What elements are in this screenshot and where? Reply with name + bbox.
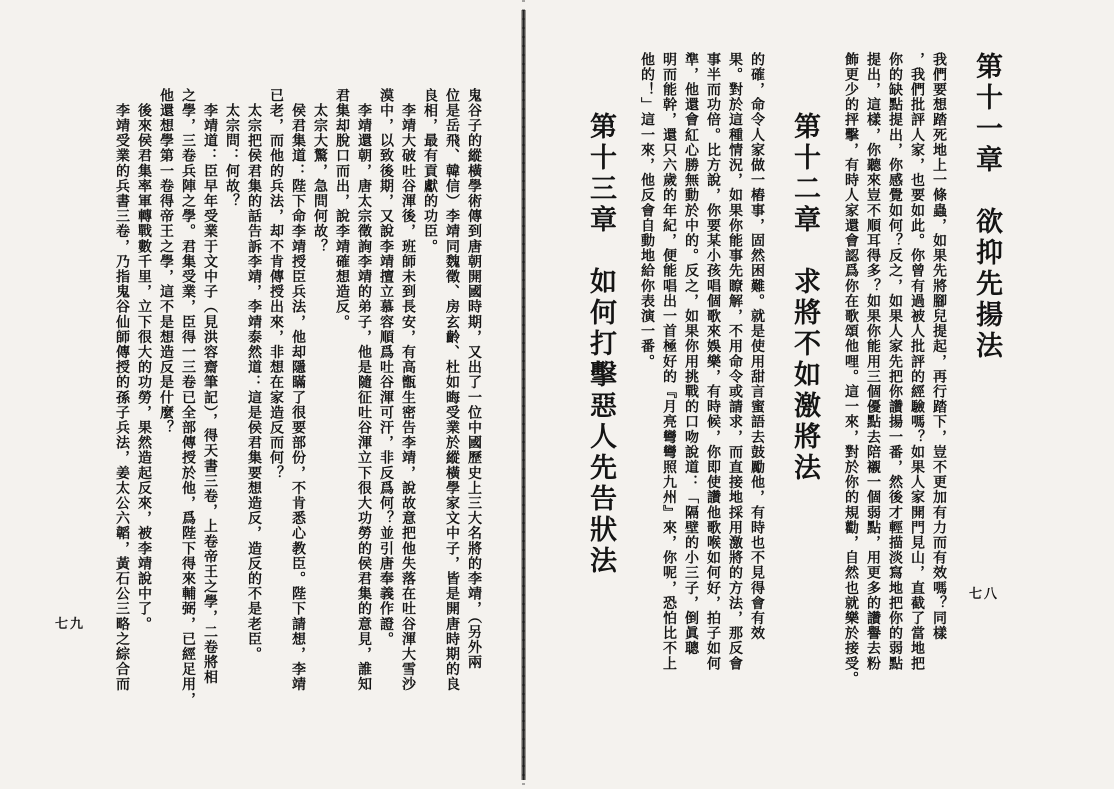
- right-page-text: [564, 52, 1004, 686]
- chapter-11-title: 第十一章 欲抑先揚法: [971, 52, 1002, 362]
- text-line: 李靖道：臣早年受業于文中子（見洪容齋筆記），得天書三卷，上卷帝王之學，二卷將相: [202, 88, 218, 685]
- text-line: 你的缺點提出，你感覺如何？反之，如果人家先把你讚揚一番，然後才輕描淡寫地把你的弱點: [887, 52, 903, 672]
- text-line: 侯君集道：陛下命李靖授臣兵法，他却隱瞞了很要部份，不肯悉心教臣。陛下請想，李靖: [290, 88, 306, 692]
- spacer: [564, 52, 582, 686]
- text-line: 事半而功倍。比方說，你要某小孩唱個歌來娛樂，有時候，你即使讚他歌喉如何好，拍子如何: [705, 52, 721, 672]
- text-line: 準，他還會紅心勝無動於中的。反之，如果你用挑戰的口吻說道：「隔壁的小三子，倒眞聰: [683, 52, 699, 656]
- text-line: 鬼谷子的縱橫學術傳到唐朝開國時期，又出了一位中國歷史上三大名將的李靖，（另外兩: [466, 88, 482, 670]
- text-line: 明而能幹，還只六歲的年紀，便能唱出一首極好的『月亮彎彎照九州』來，你呢，恐怕比不上: [661, 52, 677, 672]
- left-page-number: 七九: [55, 617, 86, 632]
- left-page: [0, 0, 525, 789]
- text-line: 飾更少的抨擊，有時人家還會認爲你在歌頌他哩。這一來，對於你的規勸，自然也就樂於接受。: [843, 52, 859, 687]
- text-line: 我們要想踏死地上一條蟲，如果先將腳兒提起，再行踏下，豈不更加有力而有效嗎？同樣: [931, 52, 947, 641]
- text-line: 太宗問：何故？: [224, 88, 240, 209]
- text-line: 良相，最有貢獻的功臣。: [422, 88, 438, 255]
- right-page: [525, 0, 1114, 789]
- text-line: 之學，三卷兵陣之學。君集受業，臣得一三卷已全部傳授於他，爲陛下得來輔弼，已經足用，: [180, 88, 196, 708]
- text-line: 漠中，以致後期，又說李靖擅立慕容順爲吐谷渾可汗，非反爲何？並引唐奉義作證。: [378, 88, 394, 647]
- chapter-title: 第十三章 如何打擊惡人先告狀法: [585, 112, 616, 577]
- text-line: 太宗把侯君集的話告訴李靖，李靖泰然道：這是侯君集要想造反，造反的不是老臣。: [246, 88, 262, 662]
- text-line: 李靖大破吐谷渾後，班師未到長安，有高甑生密告李靖，說故意把他失落在吐谷渾大雪沙: [400, 88, 416, 692]
- text-line: 太宗大驚，急問何故？: [312, 88, 328, 255]
- spacer: [822, 52, 840, 686]
- text-line: 的確，命令人家做一樁事，固然困難。就是使用甜言蜜語去鼓勵他，有時也不見得會有效: [749, 52, 765, 641]
- text-line: 已老，而他的兵法，却不肯傳授出來，非想在家造反而何？: [268, 88, 284, 481]
- spacer: [950, 52, 968, 686]
- text-line: 提出，這樣，你聽來豈不順耳得多？如果你能用三個優點去陪襯一個弱點，用更多的讚譽去粉: [865, 52, 881, 672]
- text-line: 他的！」這一來，他反會自動地給你表演一番。: [639, 52, 655, 370]
- text-line: 君集却脫口而出，說李靖確想造反。: [334, 88, 350, 330]
- text-line: 後來侯君集率軍轉戰數千里，立下很大的功勞，果然造起反來，被李靖說中了。: [136, 88, 152, 632]
- text-line: 他還想學第一卷得帝王之學，這不是想造反是什麼？: [158, 88, 174, 436]
- text-line: ，我們批評人家，也要如此。你曾有過被人批評的經驗嗎？如果人家開門見山，直截了當地把: [909, 52, 925, 672]
- chapter-title: 第十二章 求將不如激將法: [789, 112, 820, 484]
- text-line: 李靖還朝，唐太宗徵詢李靖的弟子，他是隨征吐谷渾立下很大功勞的侯君集的意見，誰知: [356, 88, 372, 692]
- text-line: 位是岳飛、韓信）李靖同魏徵、房玄齡、杜如晦受業於縱橫學家文中子，皆是開唐時期的良: [444, 88, 460, 692]
- text-line: 果。對於這種情況，如果你能事先瞭解，不用命令或請求，而直接地採用激將的方法，那反會: [727, 52, 743, 672]
- spacer: [618, 52, 636, 686]
- spacer: [768, 52, 786, 686]
- right-page-number: 七八: [968, 587, 999, 602]
- text-line: 李靖受業的兵書三卷，乃指鬼谷仙師傳授的孫子兵法，姜太公六韜，黃石公三略之綜合而: [114, 88, 130, 692]
- left-page-text: [111, 88, 485, 707]
